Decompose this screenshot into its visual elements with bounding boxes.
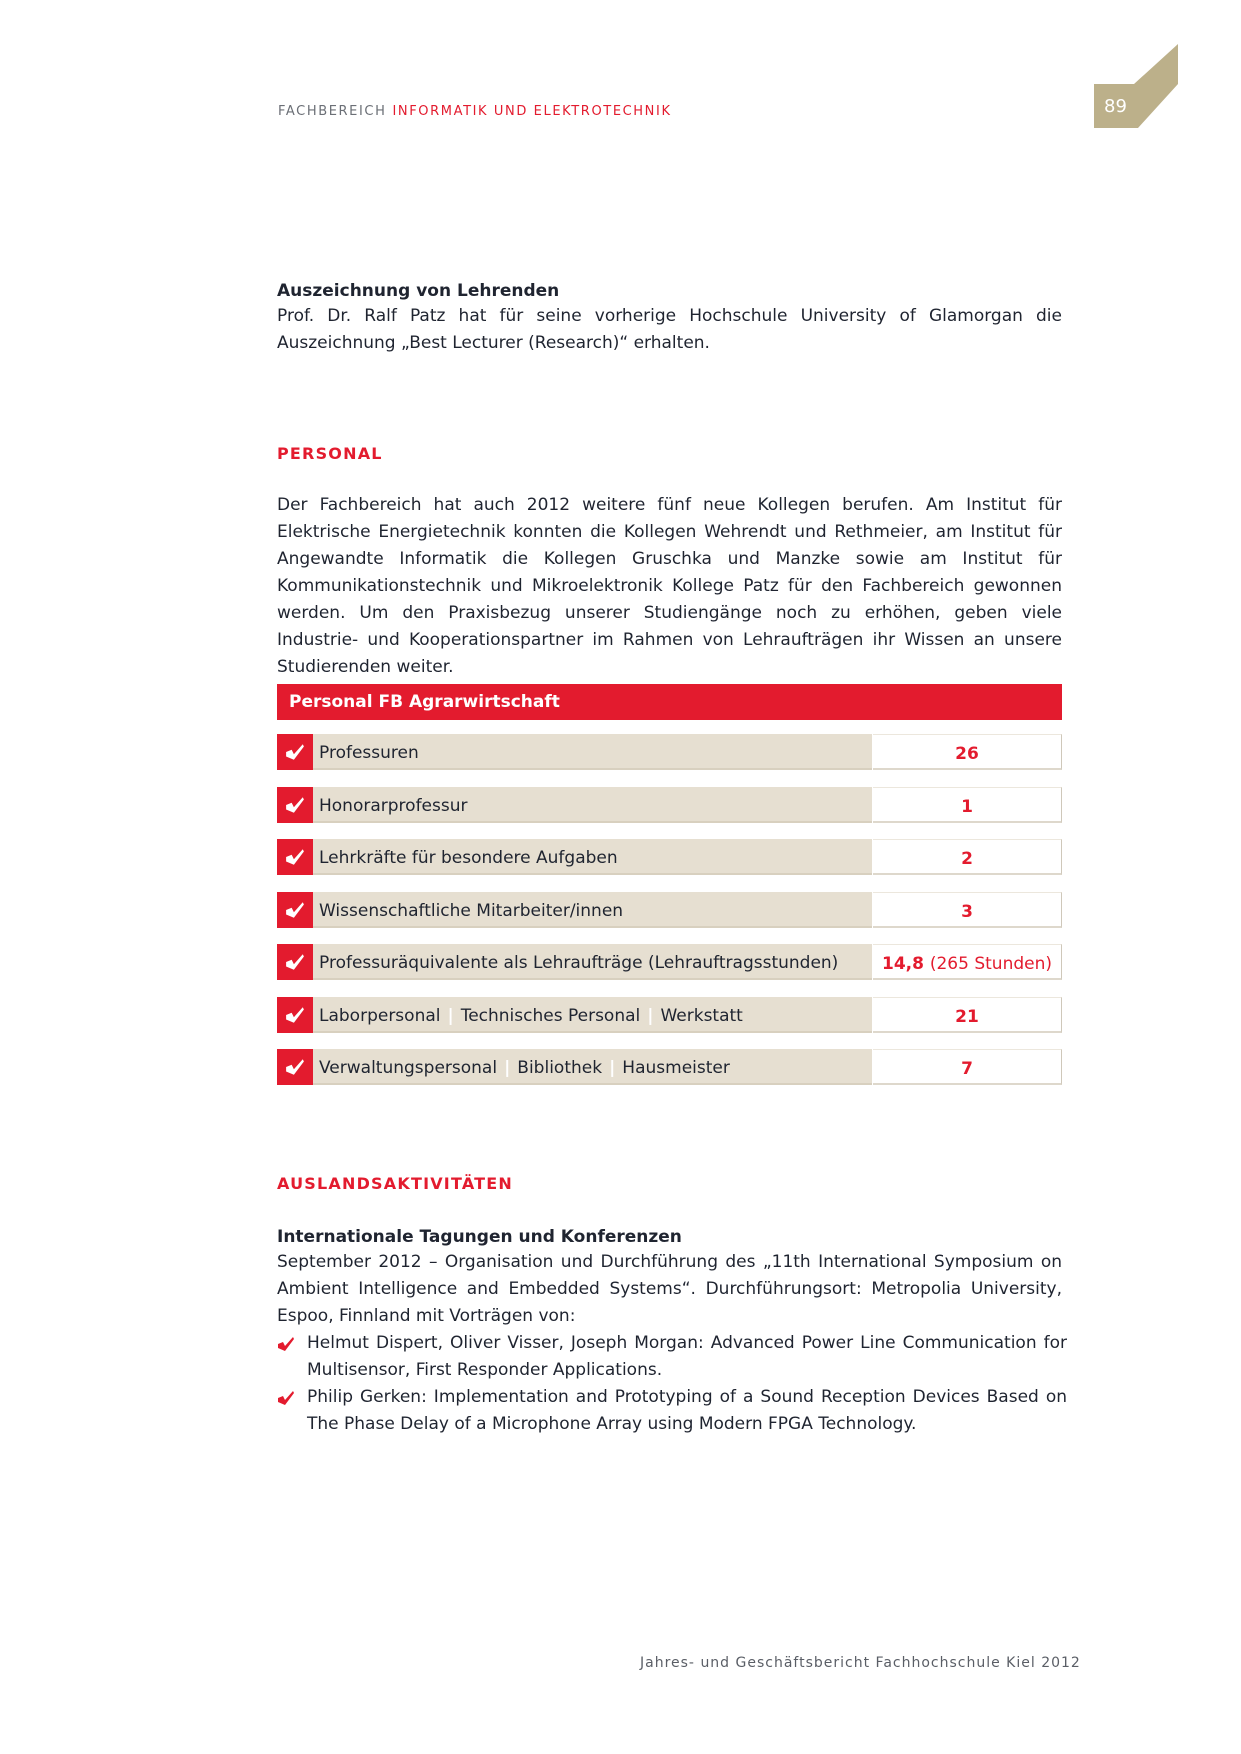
row-label [313, 892, 872, 928]
row-value-number: 1 [961, 797, 973, 817]
row-value [873, 997, 1062, 1033]
check-mark-icon [285, 1058, 305, 1076]
row-value-number: 7 [961, 1059, 973, 1079]
row-value-number: 21 [955, 1007, 979, 1027]
list-item [277, 1330, 1067, 1384]
table-row [277, 892, 1062, 928]
row-value [873, 1049, 1062, 1085]
header-department: FACHBEREICH [278, 104, 387, 119]
row-label-part: Technisches Personal [460, 1006, 641, 1026]
list-item [277, 1384, 1067, 1438]
row-label-part: Professuren [319, 743, 419, 763]
separator: | [447, 1006, 454, 1026]
personal-text: Der Fachbereich hat auch 2012 weitere fünf neue Kollegen berufen. Am Institut für Elektrische Energietechnik konnten die Kollegen Wehrendt und Rethmeier, am Institut für Angewandte Informatik die Kollegen Gruschka und Manzke sowie am Institut für Kommunikationstechnik und Mikroelektronik Kollege Patz für den Fachbereich gewonnen werden. Um den Praxisbezug unserer Studiengänge noch zu erhöhen, geben viele Industrie- und Kooperationspartner im Rahmen von Lehraufträgen ihr Wissen an unsere Studierenden weiter. [277, 495, 1062, 677]
ausland-subheading: Internationale Tagungen und Konferenzen [277, 1227, 682, 1247]
check-mark-icon [285, 953, 305, 971]
row-value [873, 734, 1062, 770]
ausland-text: September 2012 – Organisation und Durchführung des „11th International Symposium on Ambient Intelligence and Embedded Systems“. Durchführungsort: Metropolia University, Espoo, Finnland mit Vorträgen von: [277, 1252, 1062, 1326]
ausland-section-title: AUSLANDSAKTIVITÄTEN [277, 1174, 514, 1193]
table-row [277, 944, 1062, 980]
personal-table-title: Personal FB Agrarwirtschaft [277, 684, 1062, 720]
table-row [277, 997, 1062, 1033]
row-label [313, 839, 872, 875]
row-label-part: Verwaltungspersonal [319, 1058, 498, 1078]
row-label-part: Lehrkräfte für besondere Aufgaben [319, 848, 618, 868]
bullet-text: Helmut Dispert, Oliver Visser, Joseph Morgan: Advanced Power Line Communication for Multisensor, First Responder Applications. [307, 1333, 1067, 1380]
row-label [313, 787, 872, 823]
row-label-part: Bibliothek [517, 1058, 603, 1078]
row-value [873, 839, 1062, 875]
check-box [277, 944, 313, 980]
check-mark-icon [285, 848, 305, 866]
check-box [277, 734, 313, 770]
row-label [313, 944, 872, 980]
award-text: Prof. Dr. Ralf Patz hat für seine vorherige Hochschule University of Glamorgan die Auszeichnung „Best Lecturer (Research)“ erhalten. [277, 306, 1062, 353]
check-box [277, 892, 313, 928]
row-value [873, 787, 1062, 823]
table-row [277, 839, 1062, 875]
row-label-part: Laborpersonal [319, 1006, 441, 1026]
check-mark-icon [285, 901, 305, 919]
page-number: 89 [1104, 96, 1127, 117]
bullet-text: Philip Gerken: Implementation and Prototyping of a Sound Reception Devices Based on The Phase Delay of a Microphone Array using Modern FPGA Technology. [307, 1387, 1067, 1434]
check-box [277, 1049, 313, 1085]
award-heading: Auszeichnung von Lehrenden [277, 281, 560, 301]
footer-text: Jahres- und Geschäftsbericht Fachhochschule Kiel 2012 [640, 1655, 1081, 1671]
table-row [277, 787, 1062, 823]
check-box [277, 997, 313, 1033]
row-label [313, 1049, 872, 1085]
row-label-part: Werkstatt [660, 1006, 743, 1026]
row-label-part: Professuräquivalente als Lehraufträge (Lehrauftragsstunden) [319, 953, 839, 973]
row-value-number: 2 [961, 849, 973, 869]
table-row [277, 1049, 1062, 1085]
check-mark-icon [285, 743, 305, 761]
row-label [313, 997, 872, 1033]
check-mark-icon [285, 796, 305, 814]
row-label-part: Honorarprofessur [319, 796, 468, 816]
row-label-part: Hausmeister [622, 1058, 730, 1078]
check-mark-icon [277, 1390, 295, 1406]
row-value [873, 892, 1062, 928]
separator: | [647, 1006, 654, 1026]
row-value-number: 14,8 [881, 954, 924, 974]
row-value-note: (265 Stunden) [929, 954, 1053, 974]
running-header [278, 104, 672, 119]
check-box [277, 839, 313, 875]
check-box [277, 787, 313, 823]
row-label [313, 734, 872, 770]
row-value-number: 26 [955, 744, 979, 764]
row-value [873, 944, 1062, 980]
check-mark-icon [277, 1336, 295, 1352]
table-row [277, 734, 1062, 770]
row-value-number: 3 [961, 902, 973, 922]
personal-section-title: PERSONAL [277, 444, 383, 463]
separator: | [504, 1058, 511, 1078]
row-label-part: Wissenschaftliche Mitarbeiter/innen [319, 901, 624, 921]
header-department-name: INFORMATIK UND ELEKTROTECHNIK [392, 104, 672, 119]
check-mark-icon [285, 1006, 305, 1024]
separator: | [609, 1058, 616, 1078]
